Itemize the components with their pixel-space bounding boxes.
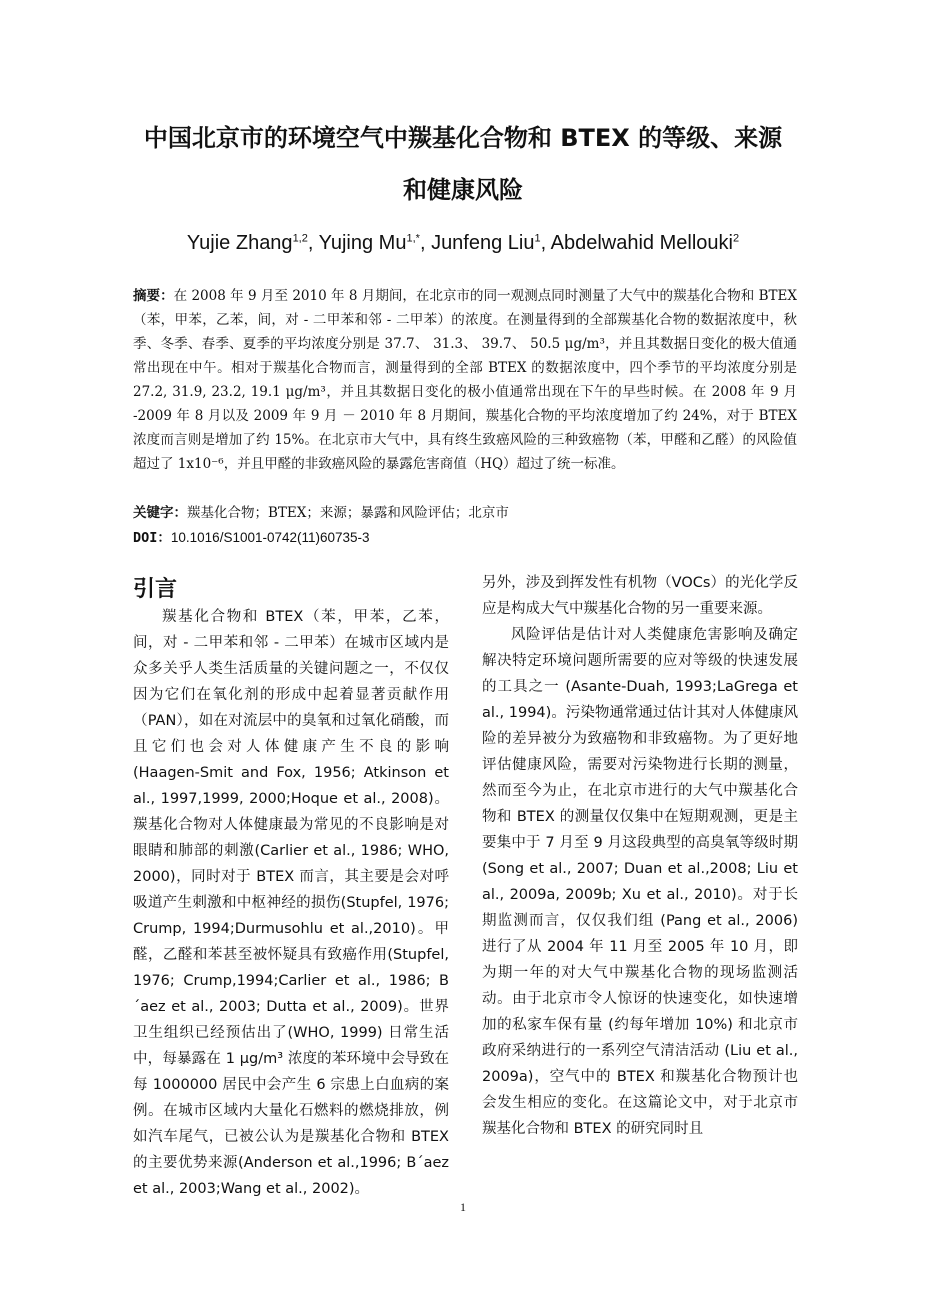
author-affiliation: 2 — [732, 232, 740, 245]
page-number: 1 — [460, 1200, 466, 1214]
author-name: Abdelwahid Mellouki — [550, 232, 733, 254]
body-column-left — [133, 604, 449, 1202]
intro-paragraph: 风险评估是估计对人类健康危害影响及确定解决特定环境问题所需要的应对等级的快速发展的工具之一 (Asante-Duah, 1993;LaGrega et al., 1994)。污染物通常通过估计其对人体健康风险的差异被分为致癌物和非致癌物。为了更好地评估健康风险，需要对污染物进行长期的测量，然而至今为止，在北京市进行的大气中羰基化合物和 BTEX 的测量仅仅集中在短期观测，更是主要集中于 7 月至 9 月这段典型的高臭氧等级时期(Song et al., 2007; Duan et al.,2008; Liu et al., 2009a, 2009b; Xu et al., 2010)。对于长期监测而言，仅仅我们组 (Pang et al., 2006) 进行了从 2004 年 11 月至 2005 年 10 月，即为期一年的对大气中羰基化合物的现场监测活动。由于北京市令人惊讶的快速变化，如快速增加的私家车保有量 (约每年增加 10%) 和北京市政府采纳进行的一系列空气清洁活动 (Liu et al., 2009a)，空气中的 BTEX 和羰基化合物预计也会发生相应的变化。在这篇论文中，对于北京市羰基化合物和 BTEX 的研究同时且 — [482, 627, 798, 1137]
paper-title — [110, 112, 816, 216]
keywords-text: 羰基化合物；BTEX；来源；暴露和风险评估；北京市 — [187, 505, 509, 521]
author-affiliation: 1 — [534, 232, 541, 245]
abstract-label: 摘要： — [133, 288, 174, 304]
title-line-2: 和健康风险 — [403, 176, 523, 204]
doi — [133, 527, 797, 549]
section-heading-introduction: 引言 — [133, 577, 178, 602]
body-column-right — [482, 570, 798, 1142]
title-line-1: 中国北京市的环境空气中羰基化合物和 BTEX 的等级、来源 — [143, 124, 783, 152]
author-affiliation: 1,2 — [292, 232, 308, 245]
author-name: Yujie Zhang — [186, 232, 293, 254]
doi-value: 10.1016/S1001-0742(11)60735-3 — [170, 530, 370, 545]
abstract — [133, 284, 797, 476]
author-name: Yujing Mu — [318, 232, 407, 254]
author-affiliation: 1,* — [406, 232, 420, 245]
intro-paragraph: 羰基化合物和 BTEX（苯，甲苯，乙苯，间，对 - 二甲苯和邻 - 二甲苯）在城市区域内是众多关乎人类生活质量的关键问题之一，不仅仅因为它们在氧化剂的形成中起着显著贡献作用（PAN），如在对流层中的臭氧和过氧化硝酸，而且它们也会对人体健康产生不良的影响 (Haagen-Smit and Fox, 1956; Atkinson et al., 1997,1999, 2000;Hoque et al., 2008)。羰基化合物对人体健康最为常见的不良影响是对眼睛和肺部的刺激(Carlier et al., 1986; WHO, 2000)，同时对于 BTEX 而言，其主要是会对呼吸道产生刺激和中枢神经的损伤(Stupfel, 1976; Crump, 1994;Durmusohlu et al.,2010)。甲醛，乙醛和苯甚至被怀疑具有致癌作用(Stupfel, 1976; Crump,1994;Carlier et al., 1986; B´aez et al., 2003; Dutta et al., 2009)。世界卫生组织已经预估出了(WHO, 1999) 日常生活中，每暴露在 1 μg/m³ 浓度的苯环境中会导致在每 1000000 居民中会产生 6 宗患上白血病的案例。在城市区域内大量化石燃料的燃烧排放，例如汽车尾气，已被公认为是羰基化合物和 BTEX 的主要优势来源(Anderson et al.,1996; B´aez et al., 2003;Wang et al., 2002)。 — [133, 609, 449, 1197]
doi-label: DOI： — [133, 530, 171, 546]
author-list: Yujie Zhang$^{1,2}$, Yujing $Mu^{1,*}$, Junfeng Liu$^1$, Abdelwahid Mellouki$^2$ — [186, 232, 740, 254]
keywords — [133, 501, 797, 525]
keywords-label: 关键字： — [133, 505, 187, 521]
author-name: Junfeng Liu — [431, 232, 535, 254]
abstract-text: 在 2008 年 9 月至 2010 年 8 月期间，在北京市的同一观测点同时测量了大气中的羰基化合物和 BTEX（苯，甲苯，乙苯，间，对 - 二甲苯和邻 - 二甲苯）的浓度。在测量得到的全部羰基化合物的数据浓度中，秋季、冬季、春季、夏季的平均浓度分别是 37.7、 31.3、 39.7、 50.5 μg/m³，并且其数据日变化的极大值通常出现在中午。相对于羰基化合物而言，测量得到的全部 BTEX 的数据浓度中，四个季节的平均浓度分别是 27.2, 31.9, 23.2, 19.1 μg/m³，并且其数据日变化的极小值通常出现在下午的早些时候。在 2008 年 9 月 -2009 年 8 月以及 2009 年 9 月 － 2010 年 8 月期间，羰基化合物的平均浓度增加了约 24%，对于 BTEX 浓度而言则是增加了约 15%。在北京市大气中，具有终生致癌风险的三种致癌物（苯，甲醛和乙醛）的风险值超过了 1x10⁻⁶，并且甲醛的非致癌风险的暴露危害商值（HQ）超过了统一标准。 — [133, 288, 798, 472]
intro-paragraph: 另外，涉及到挥发性有机物（VOCs）的光化学反应是构成大气中羰基化合物的另一重要来源。 — [482, 575, 798, 617]
